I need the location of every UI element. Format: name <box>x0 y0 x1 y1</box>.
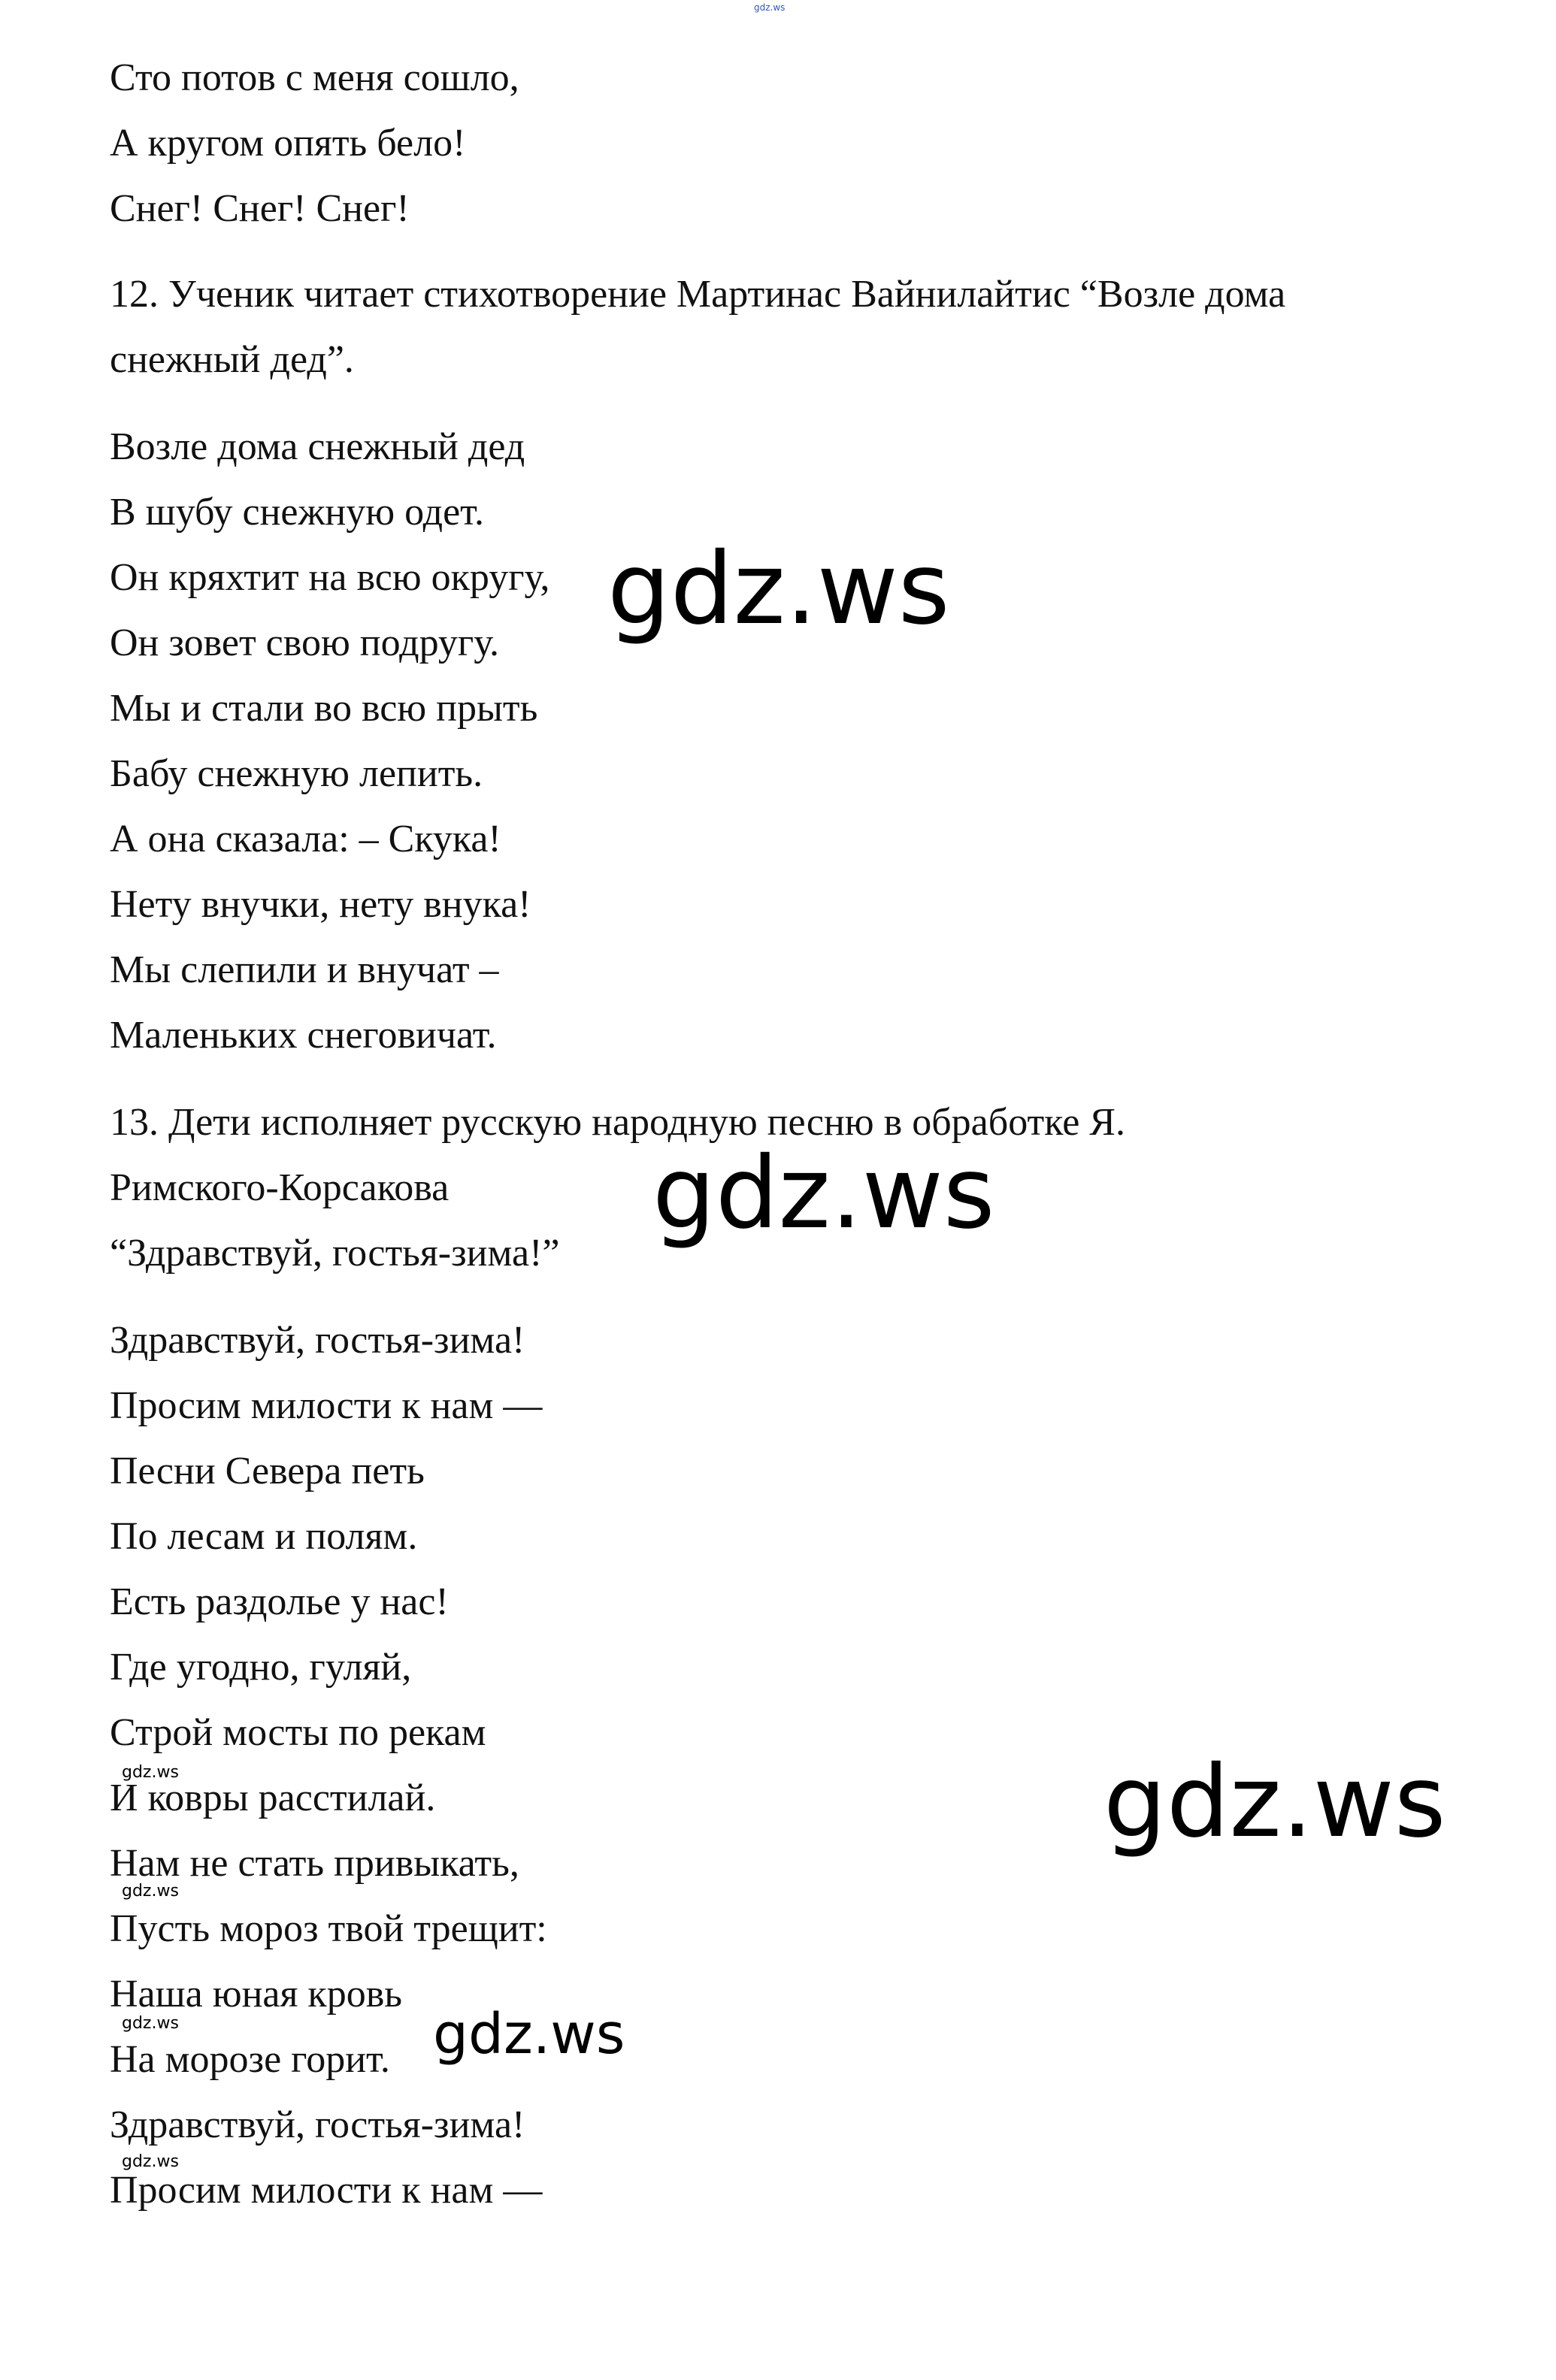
section-heading: снежный дед”. <box>110 338 354 381</box>
watermark: gdz.ws <box>122 1763 179 1782</box>
poem-line: Нету внучки, нету внука! <box>110 883 531 926</box>
song-line: Просим милости к нам — <box>110 2169 543 2212</box>
poem-line: Возле дома снежный дед <box>110 425 525 468</box>
watermark: gdz.ws <box>1103 1744 1446 1860</box>
section-heading: Римского-Корсакова <box>110 1166 450 1209</box>
poem-line: В шубу снежную одет. <box>110 491 484 534</box>
song-line: Здравствуй, гостья-зима! <box>110 2103 525 2146</box>
section-heading: 12. Ученик читает стихотворение Мартинас Вайнилайтис “Возле дома <box>110 273 1286 316</box>
watermark: gdz.ws <box>433 2002 625 2067</box>
song-line: Нам не стать привыкать, <box>110 1842 519 1885</box>
watermark: gdz.ws <box>652 1136 995 1251</box>
song-line: Строй мосты по рекам <box>110 1711 486 1754</box>
song-line: И ковры расстилай. <box>110 1777 436 1819</box>
top-watermark: gdz.ws <box>754 2 786 13</box>
text-line: Сто потов с меня сошло, <box>110 56 519 99</box>
song-line: Здравствуй, гостья-зима! <box>110 1319 525 1362</box>
watermark: gdz.ws <box>122 1882 179 1901</box>
watermark: gdz.ws <box>122 2152 179 2171</box>
watermark: gdz.ws <box>607 531 950 647</box>
song-line: Просим милости к нам — <box>110 1384 543 1427</box>
text-line: А кругом опять бело! <box>110 122 466 165</box>
watermark: gdz.ws <box>122 2014 179 2033</box>
song-line: Где угодно, гуляй, <box>110 1646 412 1689</box>
text-line: Снег! Снег! Снег! <box>110 187 410 230</box>
poem-line: Мы и стали во всю прыть <box>110 687 538 730</box>
song-line: Песни Севера петь <box>110 1450 425 1492</box>
song-line: Пусть мороз твой трещит: <box>110 1907 547 1950</box>
poem-line: Он кряхтит на всю округу, <box>110 556 550 599</box>
poem-line: Мы слепили и внучат – <box>110 948 499 991</box>
section-heading: “Здравствуй, гостья-зима!” <box>110 1232 560 1275</box>
section-heading: 13. Дети исполняет русскую народную песню в обработке Я. <box>110 1101 1125 1144</box>
poem-line: Он зовет свою подругу. <box>110 621 500 664</box>
poem-line: Маленьких снеговичат. <box>110 1014 497 1057</box>
song-line: Есть раздолье у нас! <box>110 1580 449 1623</box>
song-line: На морозе горит. <box>110 2038 390 2081</box>
poem-line: Бабу снежную лепить. <box>110 752 483 795</box>
song-line: Наша юная кровь <box>110 1973 402 2016</box>
poem-line: А она сказала: – Скука! <box>110 818 501 860</box>
song-line: По лесам и полям. <box>110 1515 418 1558</box>
